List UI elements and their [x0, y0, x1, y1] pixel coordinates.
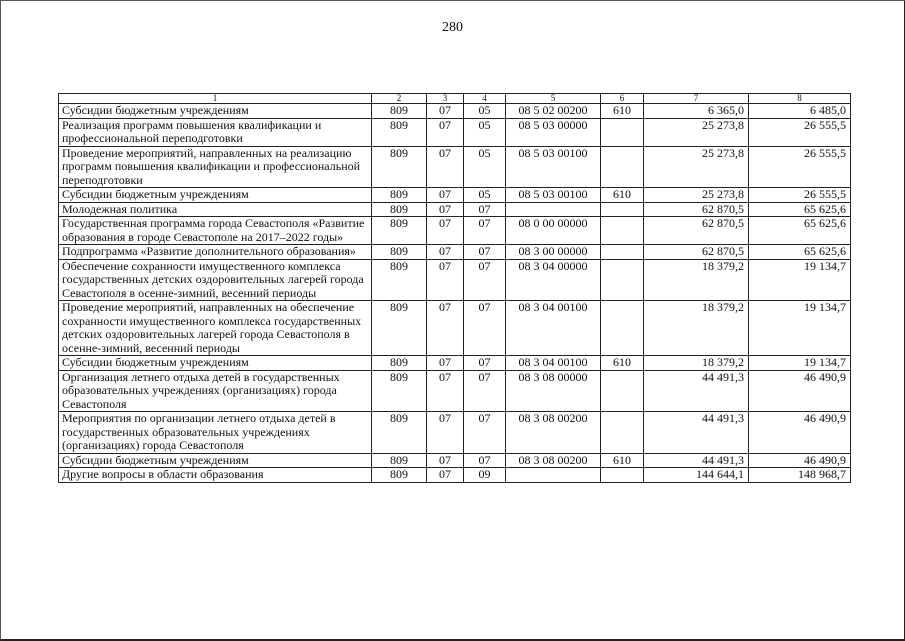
subsection-code-cell: 07 — [464, 453, 506, 468]
amount-year2-cell: 46 490,9 — [749, 453, 851, 468]
amount-year2-cell: 19 134,7 — [749, 259, 851, 301]
target-article-cell: 08 3 04 00100 — [506, 301, 601, 356]
target-article-cell: 08 5 03 00000 — [506, 118, 601, 146]
ministry-code-cell: 809 — [372, 245, 427, 260]
ministry-code-cell: 809 — [372, 104, 427, 119]
expense-type-cell: 610 — [601, 356, 644, 371]
item-name-cell: Обеспечение сохранности имущественного комплекса государственных детских оздоровительных лагерей города Севастополя в осенне-зимний, весенний периоды — [59, 259, 372, 301]
ministry-code-cell: 809 — [372, 118, 427, 146]
target-article-cell: 08 5 03 00100 — [506, 188, 601, 203]
item-name-cell: Субсидии бюджетным учреждениям — [59, 104, 372, 119]
amount-year1-cell: 62 870,5 — [644, 217, 749, 245]
table-row — [59, 453, 851, 468]
target-article-cell: 08 3 08 00200 — [506, 453, 601, 468]
header-cell: 2 — [372, 94, 427, 104]
target-article-cell: 08 5 03 00100 — [506, 146, 601, 188]
target-article-cell: 08 5 02 00200 — [506, 104, 601, 119]
ministry-code-cell: 809 — [372, 188, 427, 203]
amount-year2-cell: 19 134,7 — [749, 356, 851, 371]
amount-year1-cell: 62 870,5 — [644, 245, 749, 260]
expense-type-cell — [601, 118, 644, 146]
header-cell: 7 — [644, 94, 749, 104]
ministry-code-cell: 809 — [372, 259, 427, 301]
item-name-cell: Мероприятия по организации летнего отдыха детей в государственных образовательных учреждениях (организациях) города Севастополя — [59, 412, 372, 454]
item-name-cell: Субсидии бюджетным учреждениям — [59, 356, 372, 371]
ministry-code-cell: 809 — [372, 412, 427, 454]
section-code-cell: 07 — [427, 259, 464, 301]
ministry-code-cell: 809 — [372, 453, 427, 468]
section-code-cell: 07 — [427, 217, 464, 245]
target-article-cell — [506, 468, 601, 483]
section-code-cell: 07 — [427, 202, 464, 217]
budget-table — [58, 93, 851, 483]
subsection-code-cell: 05 — [464, 188, 506, 203]
item-name-cell: Молодежная политика — [59, 202, 372, 217]
subsection-code-cell: 07 — [464, 259, 506, 301]
expense-type-cell — [601, 259, 644, 301]
expense-type-cell: 610 — [601, 104, 644, 119]
ministry-code-cell: 809 — [372, 217, 427, 245]
target-article-cell: 08 0 00 00000 — [506, 217, 601, 245]
expense-type-cell — [601, 245, 644, 260]
item-name-cell: Реализация программ повышения квалификации и профессиональной переподготовки — [59, 118, 372, 146]
amount-year2-cell: 65 625,6 — [749, 245, 851, 260]
section-code-cell: 07 — [427, 146, 464, 188]
section-code-cell: 07 — [427, 370, 464, 412]
amount-year2-cell: 6 485,0 — [749, 104, 851, 119]
subsection-code-cell: 07 — [464, 370, 506, 412]
amount-year2-cell: 65 625,6 — [749, 202, 851, 217]
table-row — [59, 188, 851, 203]
item-name-cell: Проведение мероприятий, направленных на обеспечение сохранности имущественного комплекса государственных детских оздоровительных лагерей города Севастополя в осенне-зимний, весенний периоды — [59, 301, 372, 356]
expense-type-cell — [601, 217, 644, 245]
amount-year1-cell: 44 491,3 — [644, 370, 749, 412]
item-name-cell: Субсидии бюджетным учреждениям — [59, 188, 372, 203]
amount-year2-cell: 26 555,5 — [749, 188, 851, 203]
ministry-code-cell: 809 — [372, 370, 427, 412]
header-cell: 3 — [427, 94, 464, 104]
header-cell: 1 — [59, 94, 372, 104]
subsection-code-cell: 07 — [464, 202, 506, 217]
item-name-cell: Другие вопросы в области образования — [59, 468, 372, 483]
amount-year2-cell: 148 968,7 — [749, 468, 851, 483]
amount-year1-cell: 62 870,5 — [644, 202, 749, 217]
item-name-cell: Проведение мероприятий, направленных на реализацию программ повышения квалификации и профессиональной переподготовки — [59, 146, 372, 188]
expense-type-cell — [601, 301, 644, 356]
table-row — [59, 301, 851, 356]
amount-year1-cell: 44 491,3 — [644, 412, 749, 454]
expense-type-cell — [601, 146, 644, 188]
ministry-code-cell: 809 — [372, 468, 427, 483]
target-article-cell: 08 3 08 00200 — [506, 412, 601, 454]
expense-type-cell — [601, 412, 644, 454]
section-code-cell: 07 — [427, 412, 464, 454]
amount-year1-cell: 25 273,8 — [644, 146, 749, 188]
subsection-code-cell: 07 — [464, 412, 506, 454]
amount-year2-cell: 26 555,5 — [749, 118, 851, 146]
page-number: 280 — [442, 20, 463, 35]
section-code-cell: 07 — [427, 245, 464, 260]
target-article-cell — [506, 202, 601, 217]
amount-year1-cell: 18 379,2 — [644, 356, 749, 371]
ministry-code-cell: 809 — [372, 301, 427, 356]
table-row — [59, 104, 851, 119]
item-name-cell: Организация летнего отдыха детей в государственных образовательных учреждениях (организациях) города Севастополя — [59, 370, 372, 412]
expense-type-cell: 610 — [601, 188, 644, 203]
subsection-code-cell: 07 — [464, 356, 506, 371]
target-article-cell: 08 3 08 00000 — [506, 370, 601, 412]
subsection-code-cell: 07 — [464, 301, 506, 356]
subsection-code-cell: 05 — [464, 104, 506, 119]
header-cell: 6 — [601, 94, 644, 104]
table-row — [59, 245, 851, 260]
table-row — [59, 118, 851, 146]
table-row — [59, 146, 851, 188]
amount-year1-cell: 25 273,8 — [644, 118, 749, 146]
subsection-code-cell: 09 — [464, 468, 506, 483]
target-article-cell: 08 3 04 00000 — [506, 259, 601, 301]
expense-type-cell — [601, 202, 644, 217]
header-cell: 8 — [749, 94, 851, 104]
amount-year2-cell: 46 490,9 — [749, 412, 851, 454]
amount-year2-cell: 19 134,7 — [749, 301, 851, 356]
target-article-cell: 08 3 04 00100 — [506, 356, 601, 371]
item-name-cell: Субсидии бюджетным учреждениям — [59, 453, 372, 468]
header-cell: 5 — [506, 94, 601, 104]
ministry-code-cell: 809 — [372, 356, 427, 371]
expense-type-cell: 610 — [601, 453, 644, 468]
subsection-code-cell: 05 — [464, 118, 506, 146]
table-row — [59, 356, 851, 371]
section-code-cell: 07 — [427, 468, 464, 483]
header-cell: 4 — [464, 94, 506, 104]
amount-year1-cell: 18 379,2 — [644, 259, 749, 301]
subsection-code-cell: 07 — [464, 217, 506, 245]
section-code-cell: 07 — [427, 301, 464, 356]
table-row — [59, 370, 851, 412]
table-row — [59, 412, 851, 454]
amount-year1-cell: 25 273,8 — [644, 188, 749, 203]
amount-year2-cell: 46 490,9 — [749, 370, 851, 412]
amount-year2-cell: 26 555,5 — [749, 146, 851, 188]
item-name-cell: Подпрограмма «Развитие дополнительного образования» — [59, 245, 372, 260]
table-row — [59, 202, 851, 217]
section-code-cell: 07 — [427, 188, 464, 203]
table-header-row — [59, 94, 851, 104]
ministry-code-cell: 809 — [372, 202, 427, 217]
target-article-cell: 08 3 00 00000 — [506, 245, 601, 260]
amount-year1-cell: 18 379,2 — [644, 301, 749, 356]
section-code-cell: 07 — [427, 118, 464, 146]
section-code-cell: 07 — [427, 356, 464, 371]
amount-year2-cell: 65 625,6 — [749, 217, 851, 245]
section-code-cell: 07 — [427, 104, 464, 119]
subsection-code-cell: 05 — [464, 146, 506, 188]
subsection-code-cell: 07 — [464, 245, 506, 260]
expense-type-cell — [601, 370, 644, 412]
amount-year1-cell: 144 644,1 — [644, 468, 749, 483]
table-row — [59, 468, 851, 483]
table-row — [59, 217, 851, 245]
amount-year1-cell: 6 365,0 — [644, 104, 749, 119]
item-name-cell: Государственная программа города Севастополя «Развитие образования в городе Севастополе на 2017–2022 годы» — [59, 217, 372, 245]
section-code-cell: 07 — [427, 453, 464, 468]
amount-year1-cell: 44 491,3 — [644, 453, 749, 468]
table-row — [59, 259, 851, 301]
ministry-code-cell: 809 — [372, 146, 427, 188]
expense-type-cell — [601, 468, 644, 483]
